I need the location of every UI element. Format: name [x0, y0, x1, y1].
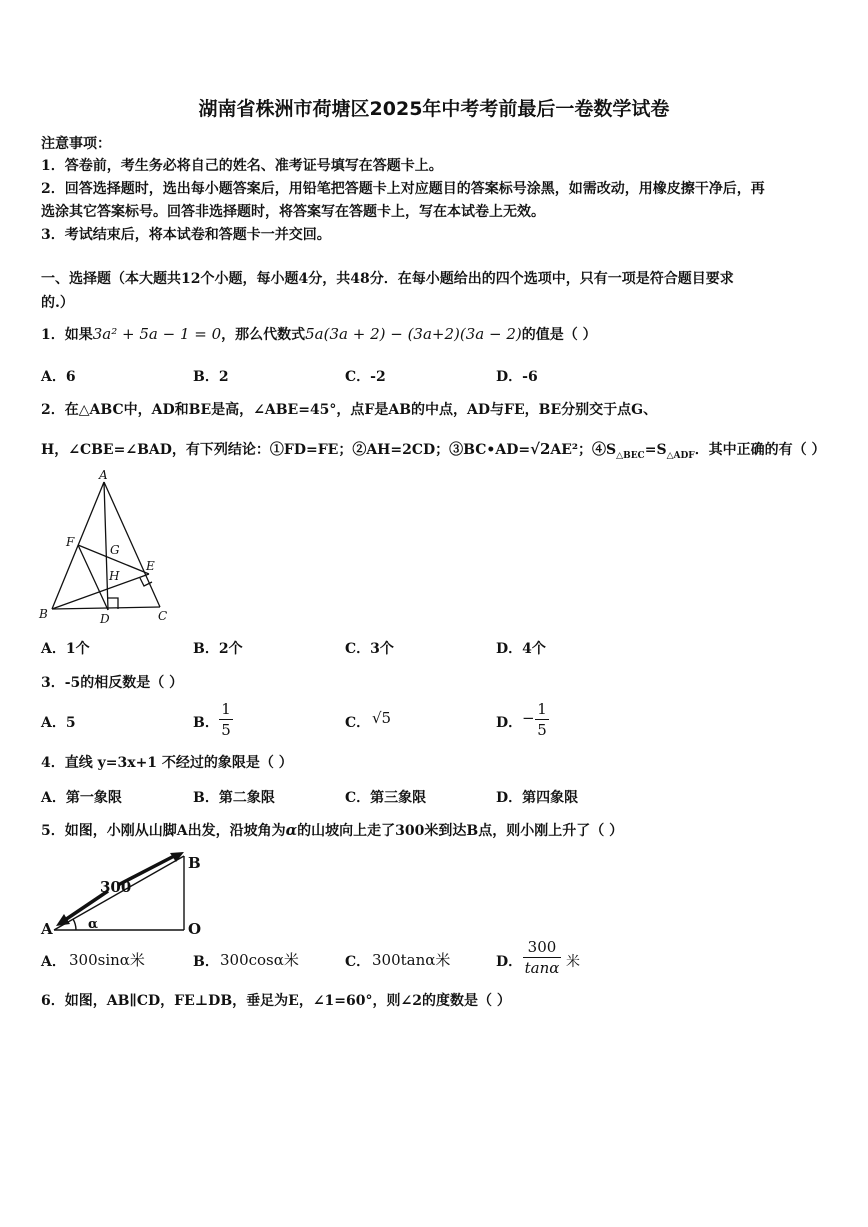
q5-option-b-value: 300cosα米	[220, 951, 299, 969]
q5-stem-b: 的山坡向上走了300米到达B点，则小刚上升了（ ）	[297, 823, 624, 839]
q5-label-distance: 300	[100, 878, 132, 896]
q5-alpha: α	[285, 821, 298, 839]
q1-expression: 5a(3a + 2) − (3a+2)(3a − 2)	[305, 325, 522, 343]
q3-option-d-sign: −	[522, 709, 535, 727]
notice-item-2-cont: 选涂其它答案标号。回答非选择题时，将答案写在答题卡上，写在本试卷上无效。	[41, 204, 545, 220]
q2-text-c: ．其中正确的有（ ）	[694, 442, 826, 458]
q3-option-d-fraction	[535, 700, 549, 739]
q2-label-h: H	[109, 569, 120, 583]
q2-option-b: B．2个	[193, 641, 243, 657]
page-title: 湖南省株洲市荷塘区2025年中考考前最后一卷数学试卷	[198, 98, 670, 120]
q5-option-d-unit: 米	[566, 954, 580, 970]
q5-slope-figure	[38, 848, 218, 940]
q5-option-d-fraction	[523, 938, 561, 977]
question-1	[41, 324, 597, 344]
q2-label-a: A	[99, 468, 108, 482]
q5-option-a-value: 300sinα米	[69, 951, 145, 969]
notice-item-1: 1．答卷前，考生务必将自己的姓名、准考证号填写在答题卡上。	[41, 158, 443, 174]
q2-sub-bec: △BEC	[616, 450, 645, 461]
notice-heading: 注意事项：	[41, 136, 111, 152]
q2-text-b: AE²；④S	[550, 442, 617, 458]
q1-option-a: A．6	[41, 369, 76, 385]
q6-stem: 6．如图，AB∥CD，FE⊥DB，垂足为E，∠1=60°，则∠2的度数是（ ）	[41, 993, 511, 1009]
fraction-bar	[219, 719, 233, 720]
q2-triangle-figure	[36, 468, 176, 628]
fraction-bar	[523, 957, 561, 958]
q2-label-g: G	[110, 543, 120, 557]
q4-option-c: C．第三象限	[345, 790, 427, 806]
q5-stem	[41, 820, 623, 840]
q4-stem: 4．直线 y=3x+1 不经过的象限是（ ）	[41, 755, 293, 771]
q5-label-b: B	[188, 854, 201, 872]
q3-option-d-label: D．	[496, 715, 523, 731]
notice-item-2: 2．回答选择题时，选出每小题答案后，用铅笔把答题卡上对应题目的答案标号涂黑，如需改动，用橡皮擦干净后，再	[41, 181, 765, 197]
q3-d-denominator: 5	[537, 721, 547, 739]
q5-stem-a: 5．如图，小刚从山脚A出发，沿坡角为	[41, 823, 286, 839]
q3-stem: 3．-5的相反数是（ ）	[41, 675, 184, 691]
q1-option-d: D．-6	[496, 369, 538, 385]
q5-option-a-label: A．	[41, 954, 66, 970]
q5-d-denominator: tanα	[524, 959, 560, 977]
q4-option-a: A．第一象限	[41, 790, 122, 806]
q3-option-c-value: √5	[372, 709, 392, 727]
q2-sub-adf: △ADF	[666, 450, 695, 461]
q5-label-a: A	[41, 920, 53, 938]
q5-option-c-label: C．	[345, 954, 371, 970]
q3-option-a: A．5	[41, 715, 76, 731]
q2-label-c: C	[158, 609, 168, 623]
q2-option-c: C．3个	[345, 641, 394, 657]
q4-option-b: B．第二象限	[193, 790, 275, 806]
q5-option-d-label: D．	[496, 954, 523, 970]
q2-sqrt: √2	[530, 440, 551, 458]
q2-eq: =S	[644, 442, 667, 458]
q1-suffix: 的值是（ ）	[521, 327, 597, 343]
q3-option-b-fraction	[219, 700, 233, 739]
q3-d-numerator: 1	[537, 700, 547, 718]
q1-prefix: 1．如果	[41, 327, 93, 343]
notice-item-3: 3．考试结束后，将本试卷和答题卡一并交回。	[41, 227, 331, 243]
q1-option-c: C．-2	[345, 369, 386, 385]
q2-stem-line1: 2．在△ABC中，AD和BE是高，∠ABE=45°，点F是AB的中点，AD与FE，BE分别交于点G、	[41, 402, 658, 418]
q1-option-b: B．2	[193, 369, 229, 385]
q2-label-b: B	[39, 607, 48, 621]
q2-label-e: E	[146, 559, 155, 573]
fraction-bar	[535, 719, 549, 720]
q2-label-f: F	[66, 535, 75, 549]
q5-d-numerator: 300	[527, 938, 557, 956]
q3-b-denominator: 5	[221, 721, 231, 739]
q3-option-b-label: B．	[193, 715, 219, 731]
q5-option-b-label: B．	[193, 954, 219, 970]
q4-option-d: D．第四象限	[496, 790, 579, 806]
q2-text-a: H，∠CBE=∠BAD，有下列结论：①FD=FE；②AH=2CD；③BC•AD=	[41, 442, 531, 458]
q5-option-c-value: 300tanα米	[372, 951, 451, 969]
q5-label-o: O	[188, 920, 202, 938]
section-heading: 一、选择题（本大题共12个小题，每小题4分，共48分．在每小题给出的四个选项中，只有一项是符合题目要求	[41, 271, 734, 287]
q3-option-c-label: C．	[345, 715, 371, 731]
q5-label-alpha: α	[88, 917, 99, 932]
q2-label-d: D	[100, 612, 110, 626]
q1-equation: 3a² + 5a − 1 = 0	[92, 325, 222, 343]
q3-b-numerator: 1	[221, 700, 231, 718]
q1-middle: ，那么代数式	[221, 327, 306, 343]
section-heading-cont: 的.）	[41, 295, 74, 311]
q2-option-d: D．4个	[496, 641, 546, 657]
q2-stem-line2	[41, 439, 826, 461]
q2-option-a: A．1个	[41, 641, 90, 657]
